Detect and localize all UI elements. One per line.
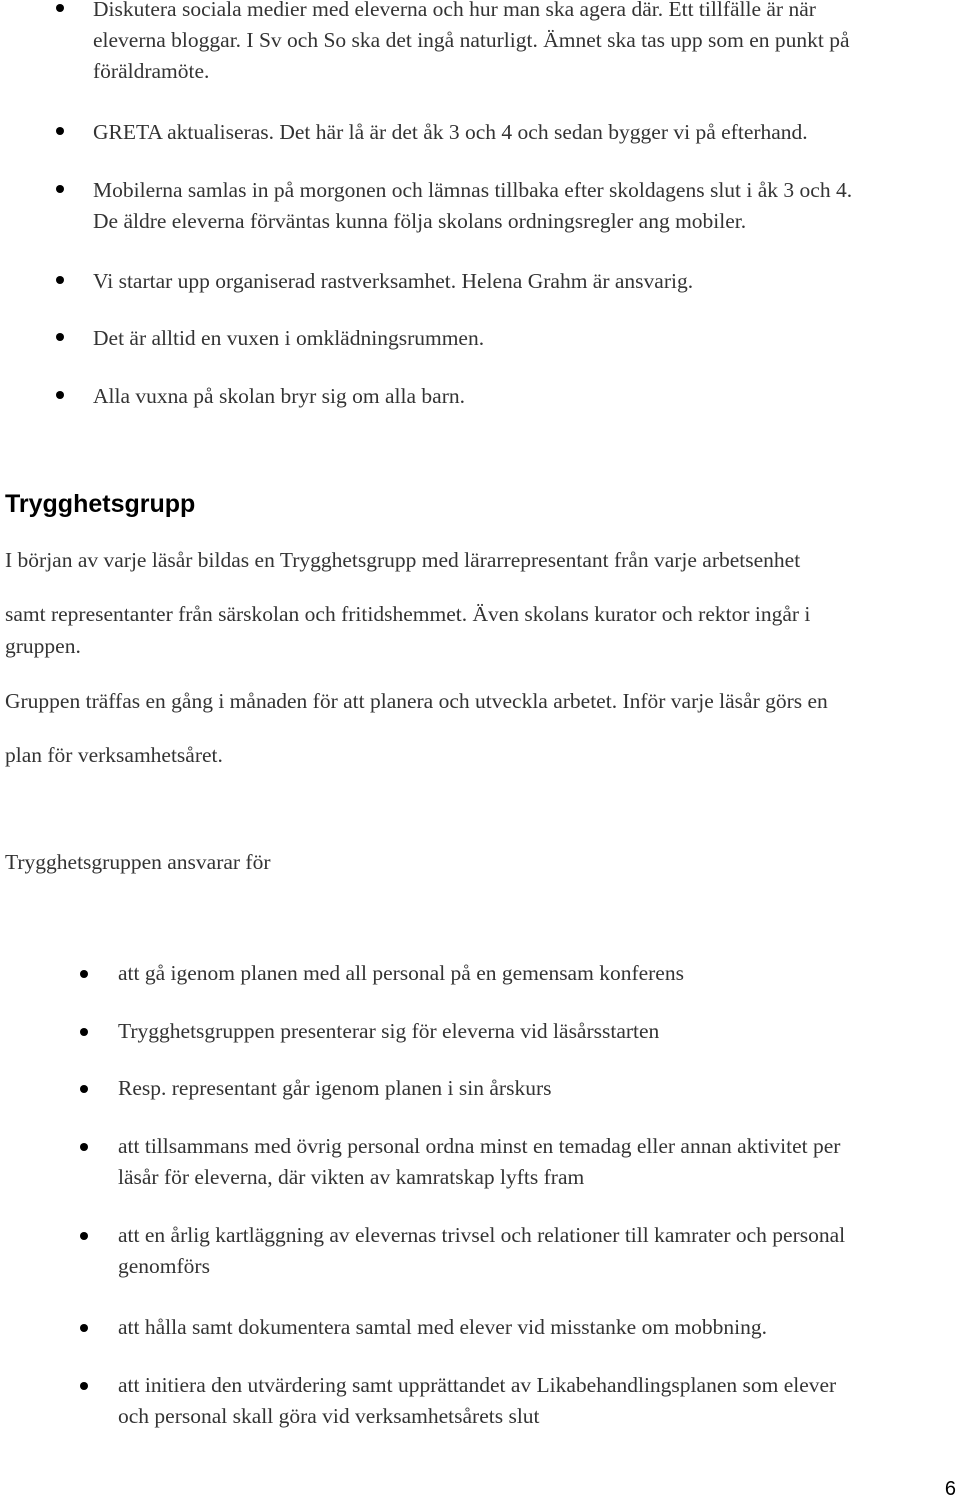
paragraph <box>5 685 828 717</box>
list-item-line: att initiera den utvärdering samt upprättandet av Likabehandlingsplanen som elever <box>118 1373 837 1397</box>
bullet-icon <box>80 1143 88 1151</box>
list-item <box>0 117 960 148</box>
list-item-line: Det är alltid en vuxen i omklädningsrummen. <box>93 326 485 350</box>
paragraph-line: samt representanter från särskolan och fritidshemmet. Även skolans kurator och rektor ingår i <box>5 602 811 626</box>
list-item-line: läsår för eleverna, där vikten av kamratskap lyfts fram <box>118 1165 585 1189</box>
bullet-icon <box>56 4 64 12</box>
list-item <box>0 1016 960 1047</box>
bullet-icon <box>56 391 64 399</box>
list-item <box>0 381 960 412</box>
list-item <box>0 1073 960 1104</box>
bullet-icon <box>80 1085 88 1093</box>
responsibilities-list <box>0 950 960 1450</box>
bullet-icon <box>56 333 64 341</box>
list-item-line: genomförs <box>118 1254 210 1278</box>
list-item-line: att tillsammans med övrig personal ordna minst en temadag eller annan aktivitet per <box>118 1134 841 1158</box>
list-item-line: Diskutera sociala medier med eleverna och hur man ska agera där. Ett tillfälle är när <box>93 0 816 21</box>
list-item-line: De äldre eleverna förväntas kunna följa skolans ordningsregler ang mobiler. <box>93 209 747 233</box>
page-number: 6 <box>944 1478 956 1500</box>
list-item-line: föräldramöte. <box>93 59 210 83</box>
list-item-line: Alla vuxna på skolan bryr sig om alla barn. <box>93 384 465 408</box>
list-item-line: att gå igenom planen med all personal på en gemensam konferens <box>118 961 684 985</box>
paragraph <box>5 846 271 878</box>
list-item-line: och personal skall göra vid verksamhetsårets slut <box>118 1404 540 1428</box>
list-item-line: GRETA aktualiseras. Det här lå är det åk 3 och 4 och sedan bygger vi på efterhand. <box>93 120 808 144</box>
paragraph-line: Trygghetsgruppen ansvarar för <box>5 850 271 874</box>
list-item <box>0 1312 960 1343</box>
list-item-line: Resp. representant går igenom planen i sin årskurs <box>118 1076 552 1100</box>
list-item-line: Trygghetsgruppen presenterar sig för eleverna vid läsårsstarten <box>118 1019 660 1043</box>
top-bullet-list <box>0 0 960 420</box>
list-item-line: att hålla samt dokumentera samtal med elever vid misstanke om mobbning. <box>118 1315 768 1339</box>
list-item-line: Mobilerna samlas in på morgonen och lämnas tillbaka efter skoldagens slut i åk 3 och 4. <box>93 178 853 202</box>
list-item <box>0 0 960 87</box>
list-item <box>0 175 960 237</box>
bullet-icon <box>80 970 88 978</box>
list-item <box>0 1131 960 1193</box>
list-item-line: Vi startar upp organiserad rastverksamhet. Helena Grahm är ansvarig. <box>93 269 694 293</box>
list-item <box>0 266 960 297</box>
list-item-line: att en årlig kartläggning av elevernas trivsel och relationer till kamrater och personal <box>118 1223 846 1247</box>
bullet-icon <box>80 1028 88 1036</box>
list-item <box>0 323 960 354</box>
paragraph-line: I början av varje läsår bildas en Trygghetsgrupp med lärarrepresentant från varje arbetsenhet <box>5 548 801 572</box>
list-item <box>0 1220 960 1282</box>
bullet-icon <box>56 276 64 284</box>
paragraph <box>5 739 223 771</box>
paragraph-line: plan för verksamhetsåret. <box>5 743 223 767</box>
list-item <box>0 1370 960 1432</box>
bullet-icon <box>80 1232 88 1240</box>
list-item-line: eleverna bloggar. I Sv och So ska det ingå naturligt. Ämnet ska tas upp som en punkt på <box>93 28 850 52</box>
paragraph-line: gruppen. <box>5 634 81 658</box>
paragraph <box>5 598 810 662</box>
bullet-icon <box>80 1324 88 1332</box>
paragraph-line: Gruppen träffas en gång i månaden för att planera och utveckla arbetet. Inför varje läsår görs en <box>5 689 828 713</box>
bullet-icon <box>80 1382 88 1390</box>
paragraph <box>5 544 800 576</box>
section-heading: Trygghetsgrupp <box>5 490 196 518</box>
bullet-icon <box>56 127 64 135</box>
list-item <box>0 958 960 989</box>
bullet-icon <box>56 185 64 193</box>
